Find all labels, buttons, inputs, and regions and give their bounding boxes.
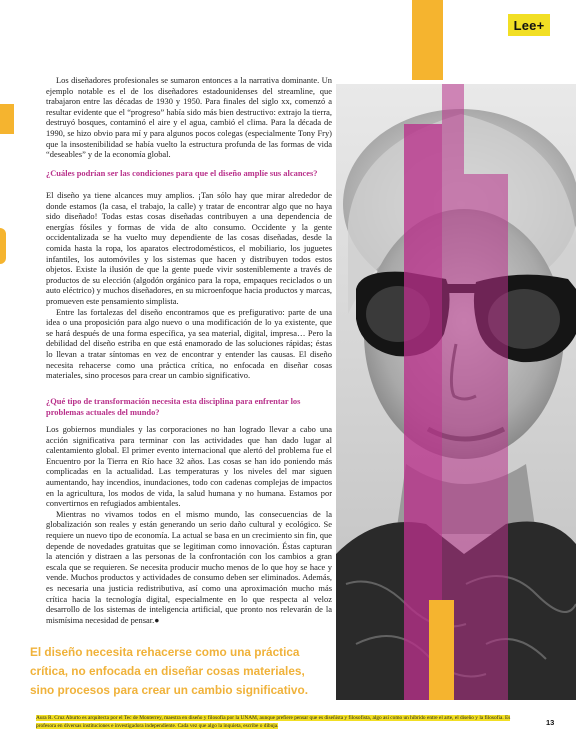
article-paragraph-2: El diseño ya tiene alcances muy amplios. ¡Tan sólo hay que mirar alrededor de donde estamos (la casa, el trabajo, la calle) y tratar de encontrar algo que no haya sido diseñado! Todas estas cosas diseñadas contribuyen a una dependencia de energías fósiles y formas de vida de alto consumo. Occidente y la gente occidentalizada se ha vuelto muy dependiente de las cosas diseñadas, desde la comida hasta la ropa, los aparatos electrodomésticos, el mobiliario, los juguetes infantiles, los automóviles y los sistemas que hacen y distribuyen todos estos objetos. Existe la ilusión de que la gente puede vivir sosteniblemente a través de productos de su elección (algodón orgánico para la ropa, empaques reciclados o un auto eléctrico) y muchos diseñadores, en su microenfoque hacia productos y marcas, promueven este pensamiento simplista. (46, 190, 332, 306)
article-column (46, 75, 332, 160)
page-number: 13 (546, 718, 555, 727)
portrait-illustration (336, 84, 576, 700)
lee-plus-badge[interactable]: Lee+ (508, 14, 550, 36)
article-question-1: ¿Cuáles podrían ser las condiciones para que el diseño amplíe sus alcances? (46, 168, 318, 178)
article-paragraph-5: Mientras no vivamos todos en el mismo mundo, las consecuencias de la globalización son reales y están generando un serio daño cultural y ecológico. Se requiere un nuevo tipo de economía. La actual se basa en un crecimiento sin fin, que depende de novedades gratuitas que se legitiman como innovación. Éstas capturan la atención y distraen a las personas de la confrontación con los cambios a gran escala que se requieren. Se necesita producir mucho menos de lo que hoy se hace y vende. Muchos productos y actividades de consumo deben ser eliminados. Además, es necesaria una justicia redistributiva, así como una aproximación mucho más crítica hacia la tecnología digital, especialmente en lo que respecta al veloz desarrollo de los sistemas de inteligencia artificial, que pronto nos relevarán de la mismísima necesidad de pensar.● (46, 508, 332, 625)
decorative-left-block (0, 104, 14, 134)
article-question-2: ¿Qué tipo de transformación necesita esta disciplina para enfrentar los problemas actuales del mundo? (46, 396, 301, 417)
article-paragraph-4: Los gobiernos mundiales y las corporaciones no han logrado llevar a cabo una acción significativa para terminar con las actividades que han dado lugar al calentamiento global. El primer evento internacional que alertó del problema fue el Encuentro por la Tierra en Río hace 32 años. Las cosas se han ido poniendo más complicadas en la actualidad. Las temperaturas y los niveles del mar siguen aumentando, hay incendios, inundaciones, todo con cadenas complejas de impactos en la agricultura, los modos de vida, la salud humana y no humana. Estamos por convertirnos en refugiados ambientales. (46, 424, 332, 509)
article-question-block-1 (46, 168, 332, 179)
decorative-left-arc (0, 228, 6, 264)
author-bio-footer (36, 714, 518, 730)
author-bio: Aura R. Cruz Aburto es arquitecta por el Tec de Monterrey, maestra en diseño y filosofía por la UNAM, aunque prefiere pensar que es diseñista y filosofista, algo así como un híbrido entre el arte, el diseño y la filosofía. Es profesora en diversas instituciones e investigadora independiente. Cada vez que algo la inquieta, escribe o dibuja. (36, 715, 511, 730)
pull-quote: El diseño necesita rehacerse como una práctica crítica, no enfocada en diseñar cosas materiales, sino procesos para crear un cambio significativo. (30, 645, 308, 697)
article-paragraph-3: Entre las fortalezas del diseño encontramos que es prefigurativo: parte de una idea o una proposición para algo nuevo o una modificación de lo ya existente, que se hará después de una forma específica, ya sea material, digital, impresa… Pero la debilidad del diseño estriba en que está enamorado de las soluciones rápidas; éstas lo llevan a tratar síntomas en vez de encontrar y entender las causas. El diseño necesita rehacerse como una práctica crítica, no enfocada en diseñar cosas materiales, sino procesos para crear un cambio significativo. (46, 306, 332, 381)
decorative-top-bar (412, 0, 443, 80)
article-question-block-2 (46, 396, 332, 417)
decorative-bottom-bar (429, 600, 454, 700)
article-paragraph-1: Los diseñadores profesionales se sumaron entonces a la narrativa dominante. Un ejemplo notable es el de los diseñadores estadounidenses del streamline, que trabajaron entre las décadas de 1930 y 1950. Para finales del siglo xx, comenzó a resultar evidente que el “progreso” había sido más bien destructivo: extrajo la tierra, destruyó bosques, contaminó el aire y el agua, cambió el clima. Para la década de 1990, se hizo obvio para mí y para algunos pocos colegas (especialmente Tony Fry) que la insostenibilidad se había vuelto la estructura profunda de las formas de vida “deseables” y de la economía global. (46, 75, 332, 160)
article-body-3 (46, 424, 332, 625)
article-body-2 (46, 190, 332, 381)
portrait-photo (336, 84, 576, 700)
